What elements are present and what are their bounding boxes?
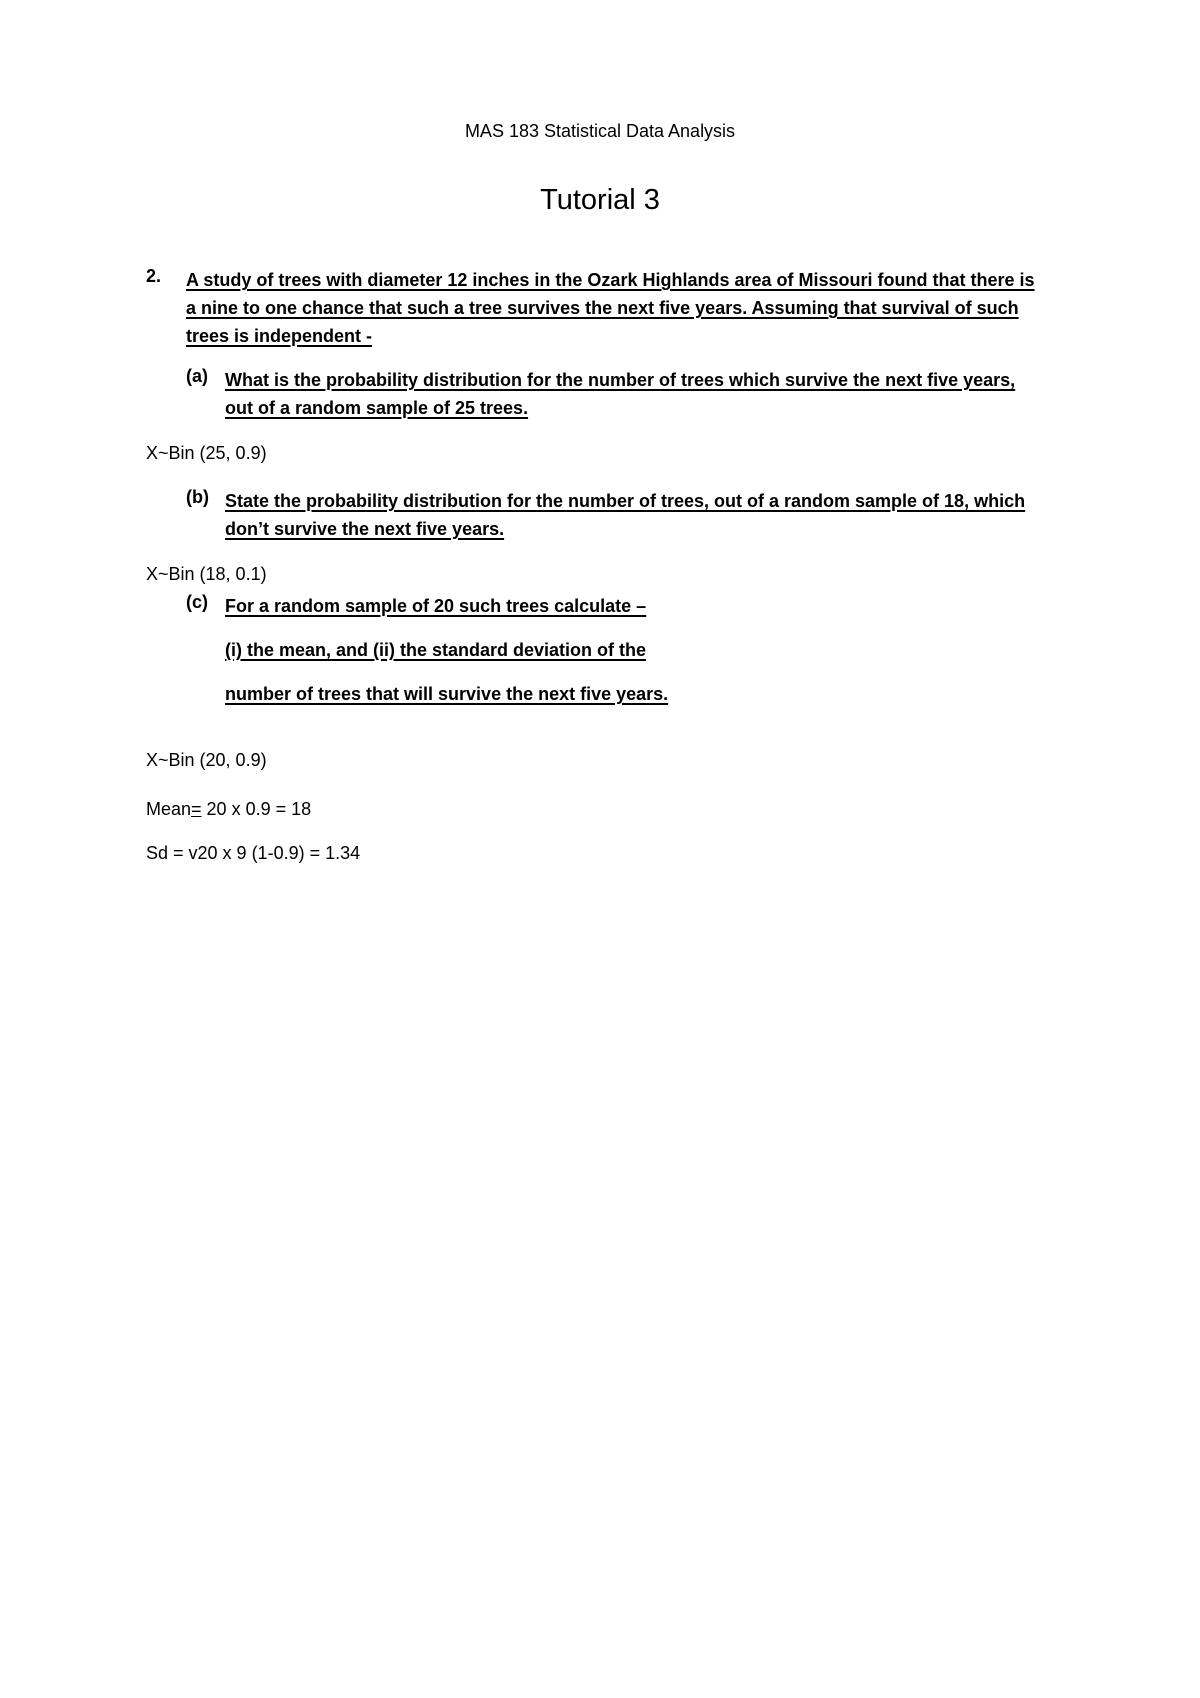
part-a-question: What is the probability distribution for the number of trees which survive the next five years, out of a random sample of 25 trees.: [225, 370, 1016, 418]
part-a-answer: X~Bin (25, 0.9): [146, 443, 267, 463]
part-b-letter: (b): [186, 487, 209, 507]
question-text: A study of trees with diameter 12 inches in the Ozark Highlands area of Missouri found that there is a nine to one chance that such a tree survives the next five years. Assuming that survival of such trees is independent -: [186, 270, 1035, 346]
part-b-question: State the probability distribution for the number of trees, out of a random sample of 18, which don’t survive the next five years.: [225, 491, 1026, 539]
part-c-distribution: X~Bin (20, 0.9): [146, 750, 267, 770]
part-c-line-2: (i) the mean, and (ii) the standard deviation of the: [225, 640, 647, 660]
mean-equals: =: [191, 799, 202, 819]
part-c-mean: [146, 799, 311, 820]
mean-label: Mean: [146, 799, 192, 819]
course-header: MAS 183 Statistical Data Analysis: [464, 121, 736, 141]
mean-calculation: 20 x 0.9 = 18: [201, 799, 312, 819]
part-c-line-3: number of trees that will survive the next five years.: [225, 684, 669, 704]
part-a-letter: (a): [186, 366, 208, 386]
tutorial-title: Tutorial 3: [540, 184, 660, 216]
question-number: 2.: [146, 266, 162, 286]
part-c-letter: (c): [186, 592, 208, 612]
part-c-line-1: For a random sample of 20 such trees calculate –: [225, 596, 647, 616]
part-b-answer: X~Bin (18, 0.1): [146, 564, 267, 584]
part-c-sd: Sd = v20 x 9 (1-0.9) = 1.34: [146, 843, 361, 863]
